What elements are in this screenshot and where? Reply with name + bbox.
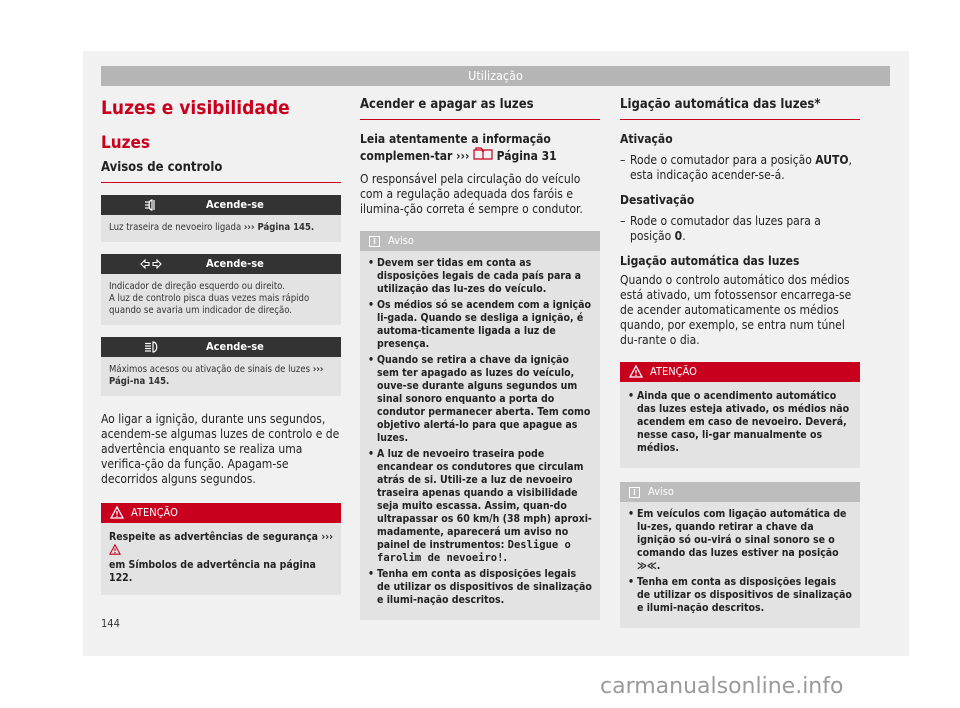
off-symbol: 0 xyxy=(674,229,683,243)
auto-symbol: AUTO xyxy=(815,153,849,167)
warning-triangle-icon xyxy=(629,365,643,385)
control-light-rear-fog xyxy=(101,195,341,242)
note-bullet: • Quando se retira a chave da ignição sem ter apagado as luzes do veículo, ouve-se durante alguns segundos um sinal sonoro enquanto a porta do condutor permanecer aberta. Tem como objetivo alertá-lo para que apague as luzes. xyxy=(368,354,592,445)
page-number: 144 xyxy=(101,617,120,630)
note-box xyxy=(360,231,600,620)
control-description: Máximos acesos ou ativação de sinais de luzes ››› Pági-na 145. xyxy=(101,357,341,396)
deactivation-label: Desativação xyxy=(620,193,695,207)
control-state: Acende-se xyxy=(206,257,264,270)
note-box xyxy=(620,482,860,628)
right-column xyxy=(620,96,860,628)
control-light-turn-signal xyxy=(101,254,341,325)
deactivation-step: – Rode o comutador das luzes para a posição 0. xyxy=(620,214,860,244)
note-bullet: • Em veículos com ligação automática de lu-zes, quando retirar a chave da ignição só ou-virá o sinal sonoro se o comando das luzes estiver na posição ≫≪. xyxy=(628,508,852,573)
control-description: Indicador de direção esquerdo ou direito. A luz de controlo pisca duas vezes mais rápido quando se avaria um indicador de direção. xyxy=(101,274,341,325)
section-title: Ligação automática das luzes* xyxy=(620,96,860,120)
left-column xyxy=(101,96,341,595)
watermark: carmanualsonline.info xyxy=(600,674,844,699)
warning-triangle-icon xyxy=(110,506,124,526)
note-title: Aviso xyxy=(648,485,674,498)
section-header: Utilização xyxy=(101,66,890,86)
note-title: Aviso xyxy=(388,234,414,247)
control-light-high-beam xyxy=(101,337,341,396)
warning-title: ATENÇÃO xyxy=(650,365,697,378)
control-state: Acende-se xyxy=(206,198,264,211)
body-paragraph: O responsável pela circulação do veículo com a regulação adequada dos faróis e ilumina-ção correta é sempre o condutor. xyxy=(360,172,583,216)
middle-column xyxy=(360,96,600,620)
note-bullet: • Os médios só se acendem com a ignição li-gada. Quando se desliga a ignição, é automa-ticamente ligada a luz de presença. xyxy=(368,299,592,351)
warning-title: ATENÇÃO xyxy=(131,506,178,519)
dashboard-message: Desligue o farolim de nevoeiro! xyxy=(377,539,571,564)
rear-fog-light-icon xyxy=(101,195,200,215)
high-beam-icon xyxy=(101,337,200,357)
activation-label: Ativação xyxy=(620,132,673,146)
intro-paragraph: Leia atentamente a informação complemen-tar ››› Página 31 xyxy=(360,132,557,163)
turn-signal-icon xyxy=(101,254,200,274)
parking-light-symbol: ≫≪ xyxy=(637,560,657,572)
subsection-title: Avisos de controlo xyxy=(101,158,341,183)
book-icon xyxy=(473,149,493,163)
auto-label: Ligação automática das luzes xyxy=(620,254,800,268)
info-icon: i xyxy=(369,236,380,247)
warning-bullet: • Ainda que o acendimento automático das luzes esteja ativado, os médios não acendem em caso de nevoeiro. Deverá, nesse caso, li-gar manualmente os médios. xyxy=(628,390,852,455)
warning-box xyxy=(101,503,341,595)
note-bullet: • Tenha em conta as disposições legais de utilizar os dispositivos de sinalização e ilumi-nação descritos. xyxy=(628,576,852,615)
activation-step: – Rode o comutador para a posição AUTO, esta indicação acender-se-á. xyxy=(620,153,860,183)
info-icon: i xyxy=(629,487,640,498)
warning-triangle-icon xyxy=(109,546,121,558)
body-paragraph: Ao ligar a ignição, durante uns segundos, acendem-se algumas luzes de controlo e de advertência enquanto se realiza uma verifica-ção da função. Apagam-se decorridos alguns segundos. xyxy=(101,412,340,486)
warning-text: Respeite as advertências de segurança ››› em Símbolos de advertência na página 122. xyxy=(109,531,334,584)
control-description: Luz traseira de nevoeiro ligada ››› Página 145. xyxy=(101,215,341,242)
warning-box xyxy=(620,362,860,468)
control-state: Acende-se xyxy=(206,340,264,353)
page-title: Luzes e visibilidade xyxy=(101,97,290,119)
body-paragraph: Quando o controlo automático dos médios está ativado, um fotossensor encarrega-se de acender automaticamente os médios quando, por exemplo, se entra num túnel du-rante o dia. xyxy=(620,273,852,347)
note-bullet: • Tenha em conta as disposições legais de utilizar os dispositivos de sinalização e ilumi-nação descritos. xyxy=(368,568,592,607)
note-bullet: • Devem ser tidas em conta as disposições legais de cada país para a utilização das lu-zes do veículo. xyxy=(368,257,592,296)
section-title: Acender e apagar as luzes xyxy=(360,96,600,120)
section-title: Luzes xyxy=(101,133,151,153)
note-bullet: • A luz de nevoeiro traseira pode encandear os condutores que circulam atrás de si. Utili-ze a luz de nevoeiro traseira apenas quando a visibilidade seja muito escassa. Assim, quan-do ultrapassar os 60 km/h (38 mph) aproxi-madamente, aparecerá um aviso no painel de instrumentos: Desligue o farolim de nevoeiro!. xyxy=(368,448,592,565)
